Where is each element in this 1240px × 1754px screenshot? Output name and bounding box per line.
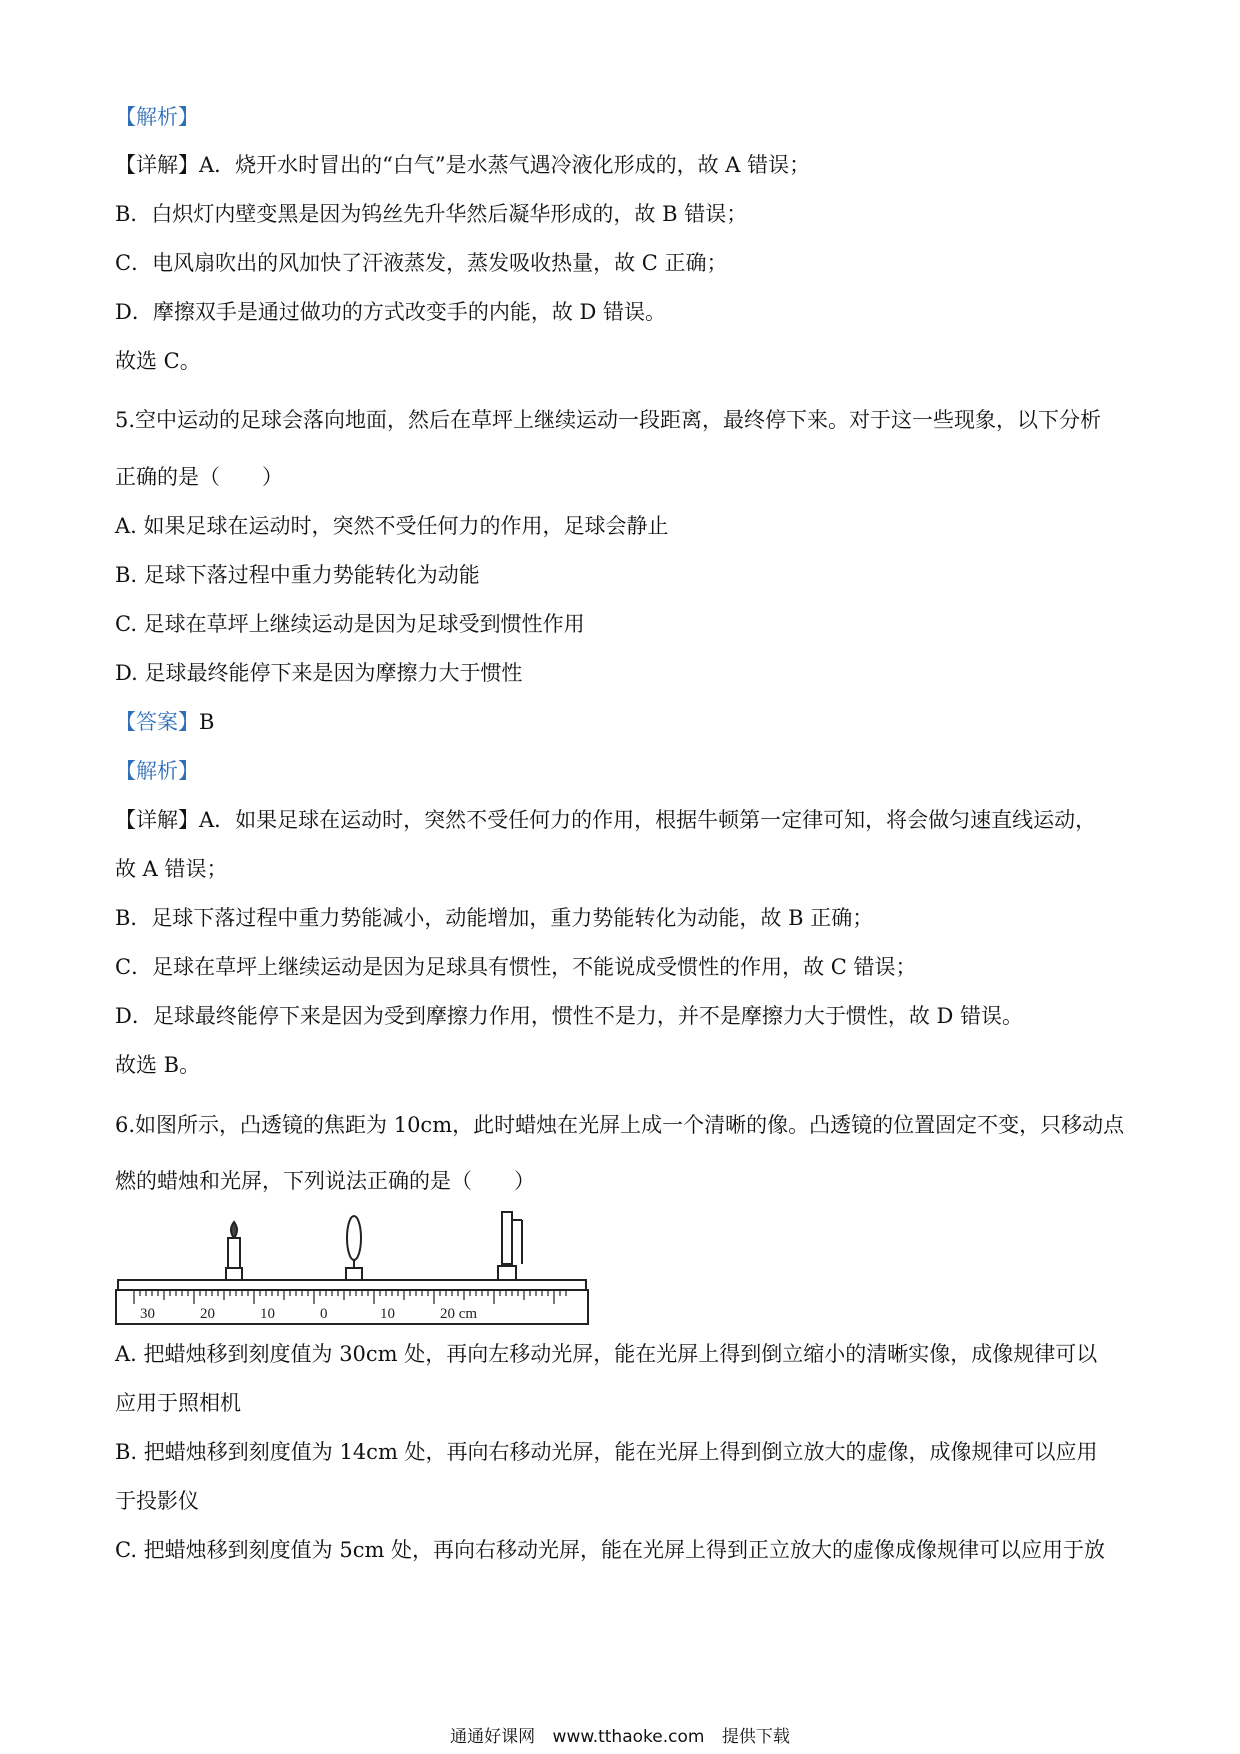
conclusion: 故选 C。 xyxy=(115,349,201,373)
tick-label-10-left: 10 xyxy=(260,1306,275,1322)
q5-option-a: A. 如果足球在运动时，突然不受任何力的作用，足球会静止 xyxy=(115,514,669,538)
tick-label-20cm: 20 cm xyxy=(440,1306,478,1322)
q6-option-a-line2: 应用于照相机 xyxy=(115,1391,241,1415)
q6-option-b-line2: 于投影仪 xyxy=(115,1489,199,1513)
q5-detail-c: C．足球在草坪上继续运动是因为足球具有惯性，不能说成受惯性的作用，故 C 错误； xyxy=(115,955,917,979)
optical-bench-rail xyxy=(116,1280,588,1324)
q5-option-b: B. 足球下落过程中重力势能转化为动能 xyxy=(115,563,480,587)
answer-label: 【答案】 xyxy=(115,710,199,734)
analysis-heading: 【解析】 xyxy=(115,105,199,129)
tick-label-10-right: 10 xyxy=(380,1306,395,1322)
footer-url[interactable]: www.tthaoke.com xyxy=(552,1727,705,1747)
optical-bench-figure xyxy=(114,1210,594,1330)
candle-icon xyxy=(226,1222,242,1282)
q5-stem-line2: 正确的是（ ） xyxy=(115,465,283,489)
tick-label-20: 20 xyxy=(200,1306,215,1322)
q5-detail-b: B．足球下落过程中重力势能减小，动能增加，重力势能转化为动能，故 B 正确； xyxy=(115,906,874,930)
q5-detail-line1: 【详解】A．如果足球在运动时，突然不受任何力的作用，根据牛顿第一定律可知，将会做匀速直线运动， xyxy=(115,808,1097,832)
tick-label-30: 30 xyxy=(140,1306,155,1322)
light-screen-icon xyxy=(498,1212,522,1282)
detail-c: C．电风扇吹出的风加快了汗液蒸发，蒸发吸收热量，故 C 正确； xyxy=(115,251,728,275)
convex-lens-icon xyxy=(346,1216,362,1282)
q5-conclusion: 故选 B。 xyxy=(115,1053,201,1077)
q5-detail-d: D．足球最终能停下来是因为受到摩擦力作用，惯性不是力，并不是摩擦力大于惯性，故 D 错误。 xyxy=(115,1004,1024,1028)
q5-answer xyxy=(115,707,214,737)
q5-detail-line2: 故 A 错误； xyxy=(115,857,228,881)
tick-label-0: 0 xyxy=(320,1306,328,1322)
footer-site-name: 通通好课网 xyxy=(450,1727,536,1747)
q6-stem-line2: 燃的蜡烛和光屏，下列说法正确的是（ ） xyxy=(115,1169,535,1193)
q5-stem-line1: 5.空中运动的足球会落向地面，然后在草坪上继续运动一段距离，最终停下来。对于这一些现象，以下分析 xyxy=(115,408,1102,432)
page-footer xyxy=(0,1722,1240,1747)
q6-option-c-line1: C. 把蜡烛移到刻度值为 5cm 处，再向右移动光屏，能在光屏上得到正立放大的虚像成像规律可以应用于放 xyxy=(115,1538,1106,1562)
detail-a: 【详解】A．烧开水时冒出的“白气”是水蒸气遇冷液化形成的，故 A 错误； xyxy=(115,153,811,177)
q6-option-a-line1: A. 把蜡烛移到刻度值为 30cm 处，再向左移动光屏，能在光屏上得到倒立缩小的清晰实像，成像规律可以 xyxy=(115,1342,1098,1366)
q6-option-b-line1: B. 把蜡烛移到刻度值为 14cm 处，再向右移动光屏，能在光屏上得到倒立放大的虚像，成像规律可以应用 xyxy=(115,1440,1098,1464)
q6-stem-line1: 6.如图所示，凸透镜的焦距为 10cm，此时蜡烛在光屏上成一个清晰的像。凸透镜的位置固定不变，只移动点 xyxy=(115,1113,1125,1137)
q5-analysis-heading: 【解析】 xyxy=(115,759,199,783)
answer-value: B xyxy=(199,710,215,734)
footer-note: 提供下载 xyxy=(721,1727,790,1747)
detail-d: D．摩擦双手是通过做功的方式改变手的内能，故 D 错误。 xyxy=(115,300,667,324)
q5-option-d: D. 足球最终能停下来是因为摩擦力大于惯性 xyxy=(115,661,523,685)
detail-b: B．白炽灯内壁变黑是因为钨丝先升华然后凝华形成的，故 B 错误； xyxy=(115,202,748,226)
q5-option-c: C. 足球在草坪上继续运动是因为足球受到惯性作用 xyxy=(115,612,585,636)
